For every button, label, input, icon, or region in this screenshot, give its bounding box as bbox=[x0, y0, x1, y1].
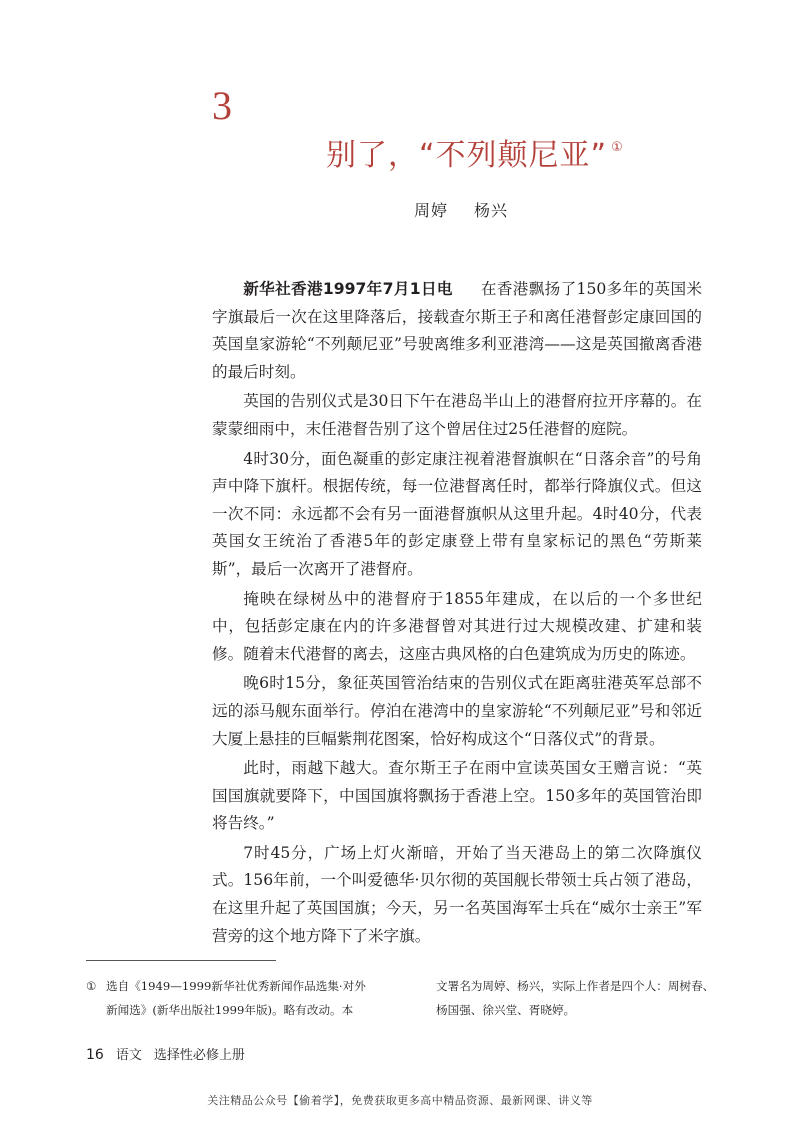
page-footer bbox=[86, 1044, 245, 1063]
paragraph: 掩映在绿树丛中的港督府于1855年建成，在以后的一个多世纪中，包括彭定康在内的许多港督曾对其进行过大规模改建、扩建和装修。随着末代港督的离去，这座古典风格的白色建筑成为历史的陈迹。 bbox=[212, 589, 702, 663]
author-name: 杨兴 bbox=[474, 201, 509, 220]
title-footnote-marker[interactable]: ① bbox=[611, 140, 624, 155]
paragraph: 英国的告别仪式是30日下午在港岛半山上的港督府拉开序幕的。在蒙蒙细雨中，末任港督告别了这个曾居住过25任港督的庭院。 bbox=[212, 392, 702, 438]
chapter-number: 3 bbox=[212, 83, 232, 128]
footnote-marker: ① bbox=[86, 979, 97, 993]
book-label: 选择性必修上册 bbox=[153, 1048, 245, 1063]
paragraph: 此时，雨越下越大。查尔斯王子在雨中宣读英国女王赠言说：“英国国旗就要降下，中国国旗将飘扬于香港上空。150多年的英国管治即将告终。” bbox=[212, 759, 702, 833]
watermark-text: 关注精品公众号【偷着学】，免费获取更多高中精品资源、最新网课、讲义等 bbox=[207, 1094, 593, 1107]
footnote-right: 文署名为周婷、杨兴，实际上作者是四个人：周树春、杨国强、徐兴堂、胥晓婷。 bbox=[436, 979, 715, 1017]
paragraph-text: 在香港飘扬了150多年的英国米字旗最后一次在这里降落后，接载查尔斯王子和离任港督彭定康回国的英国皇家游轮“不列颠尼亚”号驶离维多利亚港湾——这是英国撤离香港的最后时刻。 bbox=[212, 280, 702, 381]
paragraph bbox=[212, 276, 702, 386]
paragraph: 7时45分，广场上灯火渐暗，开始了当天港岛上的第二次降旗仪式。156年前，一个叫爱德华·贝尔彻的英国舰长带领士兵占领了港岛，在这里升起了英国国旗；今天，另一名英国海军士兵在“威尔士亲王”军营旁的这个地方降下了米字旗。 bbox=[212, 843, 702, 945]
footnote-line: 新闻选》(新华出版社1999年版)。略有改动。本 bbox=[106, 1003, 354, 1017]
article-title bbox=[326, 138, 624, 174]
title-text: 别了，“不列颠尼亚” bbox=[326, 138, 608, 173]
paragraph: 4时30分，面色凝重的彭定康注视着港督旗帜在“日落余音”的号角声中降下旗杆。根据传统，每一位港督离任时，都举行降旗仪式。但这一次不同：永远都不会有另一面港督旗帜从这里升起。4时40分，代表英国女王统治了香港5年的彭定康登上带有皇家标记的黑色“劳斯莱斯”，最后一次离开了港督府。 bbox=[212, 449, 702, 578]
subject-label: 语文 bbox=[115, 1048, 142, 1063]
article-body bbox=[212, 276, 702, 952]
footnote-line: 选自《1949—1999新华社优秀新闻作品选集·对外 bbox=[106, 979, 366, 993]
paragraph: 晚6时15分，象征英国管治结束的告别仪式在距离驻港英军总部不远的添马舰东面举行。停泊在港湾中的皇家游轮“不列颠尼亚”号和邻近大厦上悬挂的巨幅紫荆花图案，恰好构成这个“日落仪式”的背景。 bbox=[212, 674, 702, 748]
author-name: 周婷 bbox=[414, 201, 449, 220]
dateline: 新华社香港1997年7月1日电 bbox=[243, 280, 453, 298]
footnote-rule bbox=[86, 960, 276, 961]
footnote-left bbox=[86, 974, 386, 1022]
authors bbox=[414, 198, 508, 221]
page-number: 16 bbox=[86, 1047, 104, 1063]
